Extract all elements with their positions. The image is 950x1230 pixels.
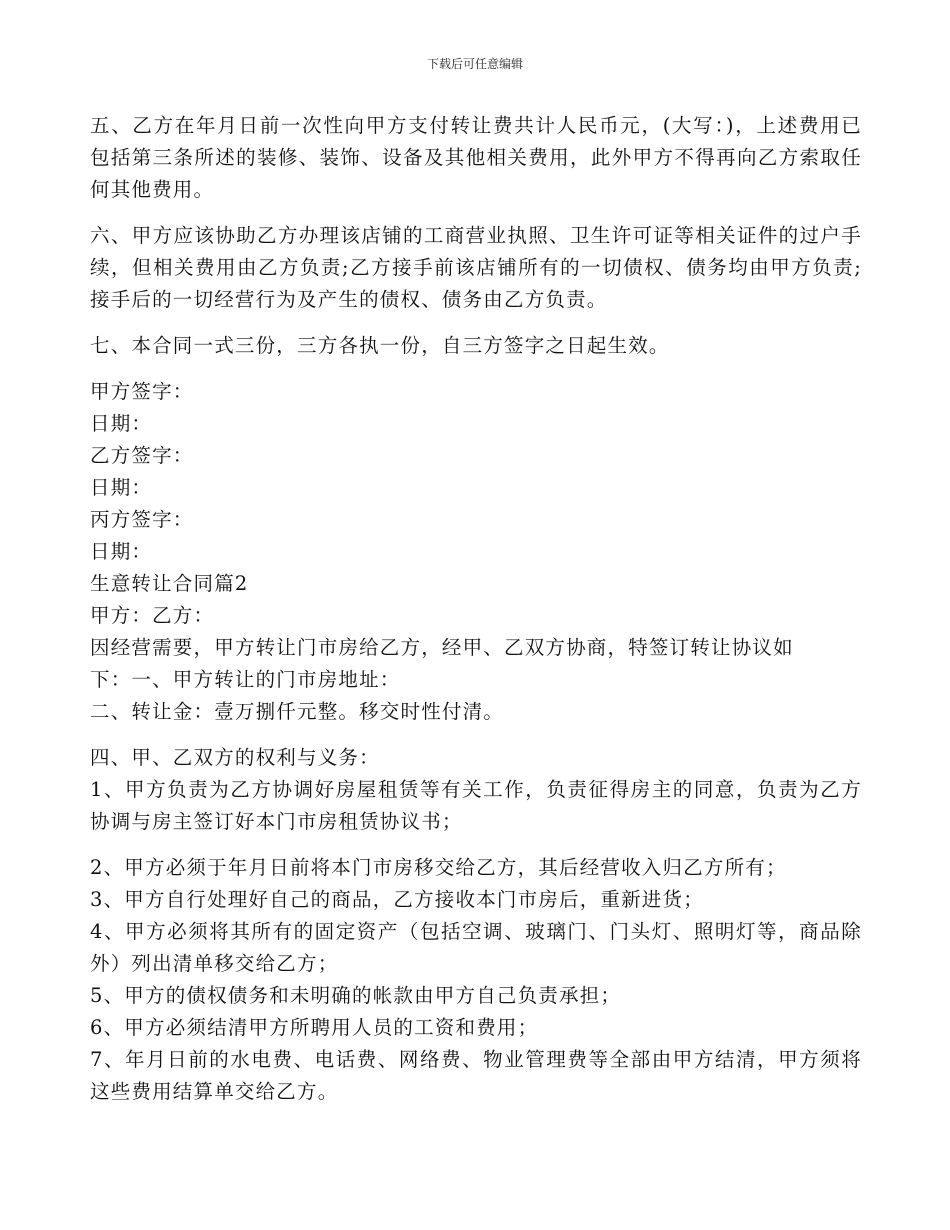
- list-item-2: 2、甲方必须于年月日前将本门市房移交给乙方，其后经营收入归乙方所有；: [90, 856, 787, 879]
- contract-2-title: 生意转让合同篇2: [90, 572, 249, 595]
- party-a-signature: 甲方签字：: [90, 380, 194, 403]
- clause-5: 五、乙方在年月日前一次性向甲方支付转让费共计人民币元，(大写：)，上述费用已包括第三条所述的装修、装饰、设备及其他相关费用，此外甲方不得再向乙方索取任何其他费用。: [90, 114, 862, 201]
- document-body: [90, 110, 862, 1122]
- party-b-signature: 乙方签字：: [90, 444, 194, 467]
- contract-2-parties: 甲方：乙方：: [90, 604, 215, 627]
- list-item-5: 5、甲方的债权债务和未明确的帐款由甲方自己负责承担；: [90, 984, 622, 1007]
- list-item-3: 3、甲方自行处理好自己的商品，乙方接收本门市房后，重新进货；: [90, 888, 704, 911]
- page-header: 下载后可任意编辑: [426, 57, 523, 71]
- party-c-date: 日期：: [90, 540, 153, 563]
- party-b-date: 日期：: [90, 476, 153, 499]
- party-c-signature: 丙方签字：: [90, 508, 194, 531]
- contract-2-clause-4: [90, 742, 862, 838]
- clause-6: 六、甲方应该协助乙方办理该店铺的工商营业执照、卫生许可证等相关证件的过户手续，但相关费用由乙方负责;乙方接手前该店铺所有的一切债权、债务均由甲方负责;接手后的一切经营行为及产生的债权、债务由乙方负责。: [90, 224, 862, 311]
- clause-7: 七、本合同一式三份，三方各执一份，自三方签字之日起生效。: [90, 334, 670, 357]
- list-item-4: 4、甲方必须将其所有的固定资产（包括空调、玻璃门、门头灯、照明灯等，商品除外）列出清单移交给乙方；: [90, 920, 862, 975]
- list-item-7: 7、年月日前的水电费、电话费、网络费、物业管理费等全部由甲方结清，甲方须将这些费用结算单交给乙方。: [90, 1048, 862, 1103]
- contract-2-intro: [90, 568, 862, 728]
- list-item-1: 1、甲方负责为乙方协调好房屋租赁等有关工作，负责征得房主的同意，负责为乙方协调与房主签订好本门市房租赁协议书；: [90, 778, 862, 833]
- list-item-6: 6、甲方必须结清甲方所聘用人员的工资和费用；: [90, 1016, 539, 1039]
- contract-2-clause-2: 二、转让金：壹万捌仟元整。移交时性付清。: [90, 700, 505, 723]
- contract-2-intro-line-1: 因经营需要，甲方转让门市房给乙方，经甲、乙双方协商，特签订转让协议如: [90, 636, 794, 659]
- contract-2-items: [90, 852, 862, 1108]
- party-a-date: 日期：: [90, 412, 153, 435]
- signature-block: [90, 376, 862, 568]
- clause-4-title: 四、甲、乙双方的权利与义务：: [90, 746, 380, 769]
- contract-2-intro-line-2: 下：一、甲方转让的门市房地址：: [90, 668, 401, 691]
